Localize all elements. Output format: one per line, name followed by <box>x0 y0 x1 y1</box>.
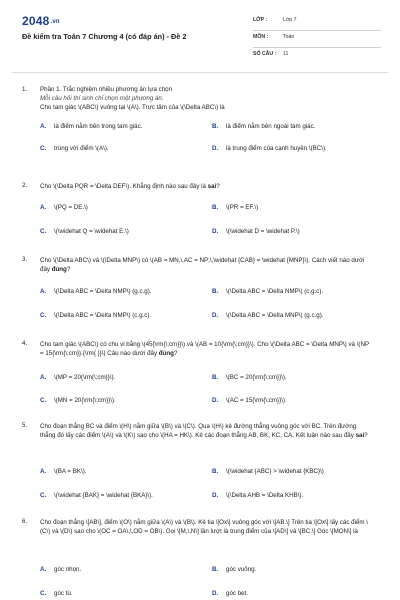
question-number: 5. <box>22 422 28 429</box>
option-text: \(\Delta ABC = \Delta NMP\) (g.c.g). <box>54 288 152 295</box>
meta-label: LỚP : <box>253 17 268 23</box>
option-text: góc tù. <box>54 590 73 597</box>
option-text: là điểm nằm bên trong tam giác. <box>54 123 143 130</box>
option-key: A. <box>40 468 47 475</box>
option-text: \(PR = EF.\) <box>226 204 259 211</box>
meta-row-subject <box>253 31 381 48</box>
meta-value: Toán <box>283 34 295 40</box>
option-key: D. <box>212 145 219 152</box>
option-b[interactable] <box>212 468 324 475</box>
option-text: \(\Delta ABC = \Delta MNP\) (g.c.g). <box>226 312 324 319</box>
option-a[interactable] <box>40 566 81 573</box>
meta-value: Lớp 7 <box>283 17 297 23</box>
option-c[interactable] <box>40 590 73 597</box>
option-key: A. <box>40 204 47 211</box>
option-text: \(\widehat Q = \widehat E.\) <box>54 228 129 235</box>
option-text: là điểm nằm bên ngoài tam giác. <box>226 123 316 130</box>
option-b[interactable] <box>212 123 315 130</box>
question-number: 2. <box>22 182 28 189</box>
option-text: \(PQ = DE.\) <box>54 204 88 211</box>
option-text: góc vuông. <box>226 566 257 573</box>
option-a[interactable] <box>40 374 115 381</box>
option-d[interactable] <box>212 590 248 597</box>
option-key: A. <box>40 374 47 381</box>
question-text: Cho đoạn thẳng \[AB\], điểm \(O\) nằm giữa \(A\) và \(B\). Kẻ tia \[Ox\] vuông góc với \[AB.\] Trên tia \[Ox\] lấy các điểm \(C\) và \(D\) sao cho \(OC = OA\,\,OD = OB\). Gọi \[M,\,N\] lần lượt là trung điểm của \[AD\] và \[BC.\] Góc \[MON\] là <box>40 519 369 536</box>
option-key: A. <box>40 123 47 130</box>
logo-suffix: .vn <box>50 18 60 25</box>
option-text: \(\widehat D = \widehat P.\) <box>226 228 300 235</box>
option-d[interactable] <box>212 492 303 499</box>
question-text: Cho đoạn thẳng BC và điểm \(H\) nằm giữa \(B\) và \(C\). Qua \(H\) kẻ đường thẳng vuông góc với BC. Trên đường thẳng đó lấy các điểm \(A\) và \(K\) sao cho \(HA = HK\). Kẻ các đoạn thẳng AB, BK, KC, CA. Kết luận nào sau đây sai? <box>40 423 368 440</box>
option-b[interactable] <box>212 204 258 211</box>
option-text: \(\widehat {BAK} = \widehat {BKA}\). <box>54 492 153 499</box>
meta-label: MÔN : <box>253 34 269 40</box>
option-text: \(MP = 20{\rm{\;cm}}\). <box>54 374 116 381</box>
option-a[interactable] <box>40 468 87 475</box>
option-a[interactable] <box>40 204 88 211</box>
option-key: D. <box>212 397 219 404</box>
option-c[interactable] <box>40 312 151 319</box>
option-key: A. <box>40 566 47 573</box>
question-keyword: sai <box>207 183 217 190</box>
option-text: trùng với điểm \(A\). <box>54 145 109 152</box>
option-text: \(MN = 20{\rm{\;cm}}\). <box>54 397 116 404</box>
option-d[interactable] <box>212 145 327 152</box>
option-key: C. <box>40 492 47 499</box>
option-c[interactable] <box>40 397 116 404</box>
option-c[interactable] <box>40 492 153 499</box>
header-divider <box>12 72 388 73</box>
question-keyword: đúng <box>51 266 67 274</box>
option-text: góc bẹt. <box>226 590 249 597</box>
option-text: là trung điểm của cạnh huyền \(BC\). <box>226 145 327 152</box>
option-text: \(BA = BK\). <box>54 468 87 475</box>
question-number: 3. <box>22 256 28 263</box>
option-b[interactable] <box>212 566 256 573</box>
option-key: B. <box>212 123 219 130</box>
question-text: Cho \(\Delta PQR = \Delta DEF\). Khẳng định nào sau đây là sai? <box>40 183 220 190</box>
header <box>0 0 400 66</box>
question-number: 6. <box>22 518 28 525</box>
question-text: Cho tam giác \(ABC\) vuông tại \(A\). Trực tâm của \(\Delta ABC\) là <box>40 104 225 111</box>
part-number: 1. <box>22 86 28 93</box>
option-key: B. <box>212 288 219 295</box>
option-d[interactable] <box>212 397 287 404</box>
option-key: D. <box>212 492 219 499</box>
option-a[interactable] <box>40 123 142 130</box>
option-key: B. <box>212 468 219 475</box>
option-key: C. <box>40 590 47 597</box>
option-text: \(AC = 15{\rm{\;cm}}\). <box>226 397 287 404</box>
option-d[interactable] <box>212 228 300 235</box>
logo-text: 2048 <box>22 14 50 28</box>
site-logo[interactable] <box>22 14 60 28</box>
option-text: \(\Delta ABC = \Delta NMP\) (c.g.c). <box>54 312 152 319</box>
option-key: C. <box>40 312 47 319</box>
option-c[interactable] <box>40 145 109 152</box>
question-number: 4. <box>22 340 28 347</box>
question-keyword: đúng <box>158 350 174 358</box>
option-key: C. <box>40 228 47 235</box>
meta-value: 11 <box>283 51 289 57</box>
option-key: D. <box>212 228 219 235</box>
exam-meta <box>253 14 381 64</box>
option-text: \(\Delta AHB = \Delta KHB\). <box>226 492 304 499</box>
option-b[interactable] <box>212 288 323 295</box>
page-title: Đề kiểm tra Toán 7 Chương 4 (có đáp án) - Đề 2 <box>22 32 187 41</box>
option-a[interactable] <box>40 288 151 295</box>
option-text: \(\widehat {ABC} > \widehat {KBC}\) <box>226 468 324 475</box>
option-b[interactable] <box>212 374 287 381</box>
meta-label: SỐ CÂU : <box>253 51 277 57</box>
option-text: góc nhọn. <box>54 566 82 573</box>
option-key: C. <box>40 397 47 404</box>
option-key: D. <box>212 312 219 319</box>
question-text: Cho tam giác \(ABC\) có chu vi bằng \(45{\rm{\;cm}}\) và \(AB = 10{\rm{\;cm}}\). Cho \(\Delta ABC = \Delta MNP\) và \(NP = 15{\rm{\;cm}}.{\rm{ }}\) Câu nào dưới đây đúng? <box>40 341 369 358</box>
option-key: B. <box>212 204 219 211</box>
part-title: Phần 1. Trắc nghiệm nhiều phương án lựa chọn <box>40 86 173 93</box>
option-text: \(\Delta ABC = \Delta NMP\) (c.g.c). <box>226 288 324 295</box>
option-key: C. <box>40 145 47 152</box>
option-key: B. <box>212 566 219 573</box>
part-instruction: Mỗi câu hỏi thí sinh chỉ chọn một phương án. <box>40 95 164 102</box>
question-keyword: sai <box>355 432 365 440</box>
question-text: Cho \(\Delta ABC\) và \(\Delta MNP\) có \(AB = MN,\,AC = NP;\,\widehat {CAB} = \widehat {MNP}\). Cách viết nào dưới đây đúng? <box>40 257 365 274</box>
meta-row-class <box>253 14 381 31</box>
option-text: \(BC = 20{\rm{\;cm}}\). <box>226 374 287 381</box>
meta-row-count <box>253 48 381 64</box>
option-key: D. <box>212 590 219 597</box>
option-key: A. <box>40 288 47 295</box>
option-c[interactable] <box>40 228 129 235</box>
option-d[interactable] <box>212 312 323 319</box>
option-key: B. <box>212 374 219 381</box>
